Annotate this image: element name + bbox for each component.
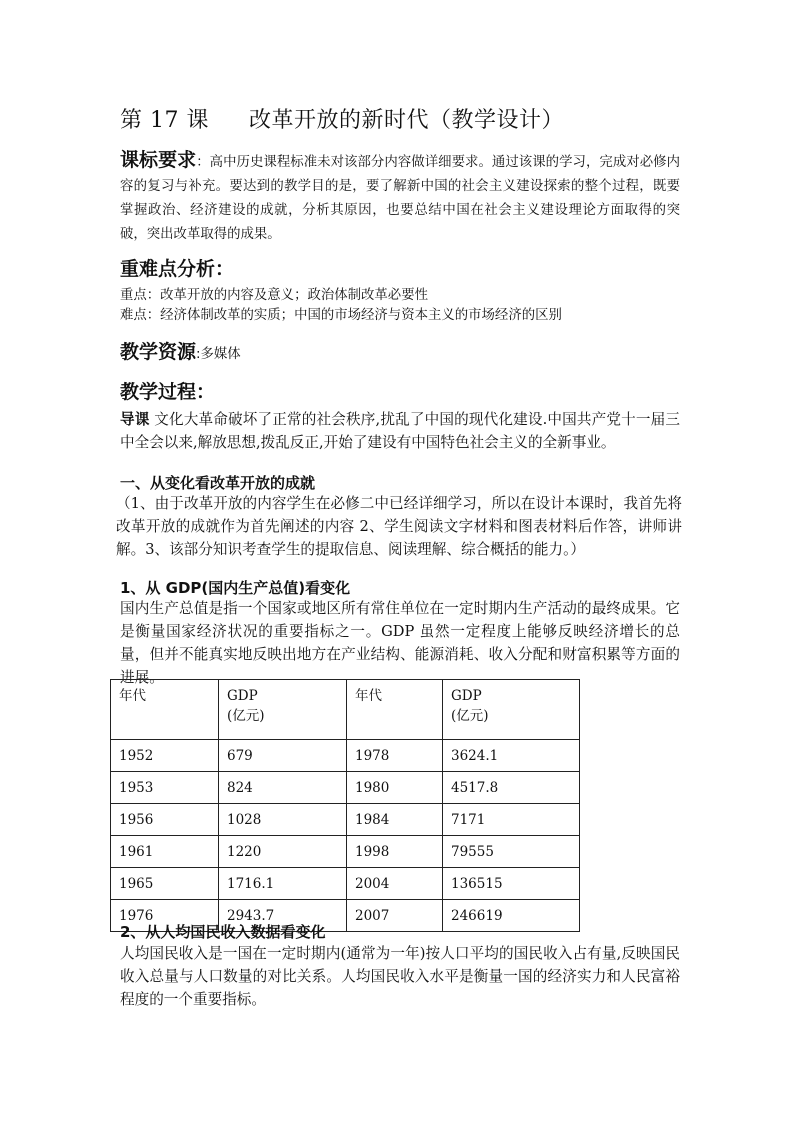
table-header-row — [111, 680, 580, 740]
resources-text: :多媒体 — [196, 347, 241, 362]
page-title — [120, 103, 680, 134]
subsection-1-heading: 1、从 GDP(国内生产总值)看变化 — [120, 579, 351, 597]
header-gdp-1: GDP (亿元) — [219, 680, 347, 740]
table-cell: 824 — [219, 772, 347, 804]
table-cell: 2007 — [347, 900, 443, 932]
table-cell: 1953 — [111, 772, 219, 804]
table-cell: 1956 — [111, 804, 219, 836]
table-cell: 1716.1 — [219, 868, 347, 900]
process-heading: 教学过程： — [120, 381, 216, 403]
section-1-heading: 一、从变化看改革开放的成就 — [120, 474, 316, 492]
table-cell: 679 — [219, 740, 347, 772]
table-row — [111, 740, 580, 772]
table-cell: 246619 — [443, 900, 580, 932]
table-cell: 1961 — [111, 836, 219, 868]
requirements-heading: 课标要求 — [120, 149, 197, 171]
header-year-1: 年代 — [111, 680, 219, 740]
design-note: （1、由于改革开放的内容学生在必修二中已经详细学习，所以在设计本课时，我首先将改革开放的成就作为首先阐述的内容 2、学生阅读文字材料和图表材料后作答，讲师讲解。3、该部分知识考查学生的提取信息、阅读理解、综合概括的能力。） — [116, 495, 682, 558]
table-cell: 79555 — [443, 836, 580, 868]
table-cell: 1028 — [219, 804, 347, 836]
difficult-point: 难点：经济体制改革的实质；中国的市场经济与资本主义的市场经济的区别 — [120, 308, 562, 323]
table-cell: 7171 — [443, 804, 580, 836]
gdp-description: 国内生产总值是指一个国家或地区所有常住单位在一定时期内生产活动的最终成果。它是衡量国家经济状况的重要指标之一。GDP 虽然一定程度上能够反映经济增长的总量，但并不能真实地反映出地方在产业结构、能源消耗、收入分配和财富积累等方面的进展。 — [120, 600, 680, 686]
table-cell: 4517.8 — [443, 772, 580, 804]
table-row — [111, 772, 580, 804]
table-cell: 1220 — [219, 836, 347, 868]
resources-heading: 教学资源 — [120, 341, 197, 363]
table-cell: 3624.1 — [443, 740, 580, 772]
table-cell: 1976 — [111, 900, 219, 932]
requirements-text: 高中历史课程标准未对该部分内容做详细要求。通过该课的学习，完成对必修内容的复习与补充。要达到的教学目的是，要了解新中国的社会主义建设探索的整个过程，既要掌握政治、经济建设的成就，分析其原因，也要总结中国在社会主义建设理论方面取得的突破，突出改革取得的成果。 — [120, 155, 681, 242]
table-row — [111, 804, 580, 836]
intro-paragraph — [120, 408, 680, 454]
table-cell: 1978 — [347, 740, 443, 772]
table-cell: 1998 — [347, 836, 443, 868]
income-description: 人均国民收入是一国在一定时期内(通常为一年)按人口平均的国民收入占有量,反映国民收入总量与人口数量的对比关系。人均国民收入水平是衡量一国的经济实力和人民富裕程度的一个重要指标。 — [120, 945, 680, 1008]
table-cell: 1952 — [111, 740, 219, 772]
resources-line — [120, 337, 241, 364]
gdp-table — [110, 679, 580, 932]
table-cell: 2004 — [347, 868, 443, 900]
header-gdp-2: GDP (亿元) — [443, 680, 580, 740]
table-row — [111, 868, 580, 900]
requirements-paragraph: 课标要求：高中历史课程标准未对该部分内容做详细要求。通过该课的学习，完成对必修内容的复习与补充。要达到的教学目的是，要了解新中国的社会主义建设探索的整个过程，既要掌握政治、经济建设的成就，分析其原因，也要总结中国在社会主义建设理论方面取得的突破，突出改革取得的成果。 — [120, 149, 681, 242]
header-year-2: 年代 — [347, 680, 443, 740]
key-point: 重点：改革开放的内容及意义；政治体制改革必要性 — [120, 288, 428, 303]
lesson-number: 第 17 课 — [120, 108, 209, 133]
table-cell: 1965 — [111, 868, 219, 900]
analysis-heading: 重难点分析： — [120, 258, 235, 280]
subsection-2-heading: 2、从人均国民收入数据看变化 — [120, 923, 326, 941]
table-cell: 1984 — [347, 804, 443, 836]
table-row — [111, 836, 580, 868]
intro-text: 文化大革命破坏了正常的社会秩序,扰乱了中国的现代化建设.中国共产党十一届三中全会以来,解放思想,拨乱反正,开始了建设有中国特色社会主义的全新事业。 — [120, 411, 680, 451]
lesson-name: 改革开放的新时代（教学设计） — [248, 108, 564, 133]
table-cell: 1980 — [347, 772, 443, 804]
table-cell: 2943.7 — [219, 900, 347, 932]
table-cell: 136515 — [443, 868, 580, 900]
intro-label: 导课 — [120, 411, 150, 428]
